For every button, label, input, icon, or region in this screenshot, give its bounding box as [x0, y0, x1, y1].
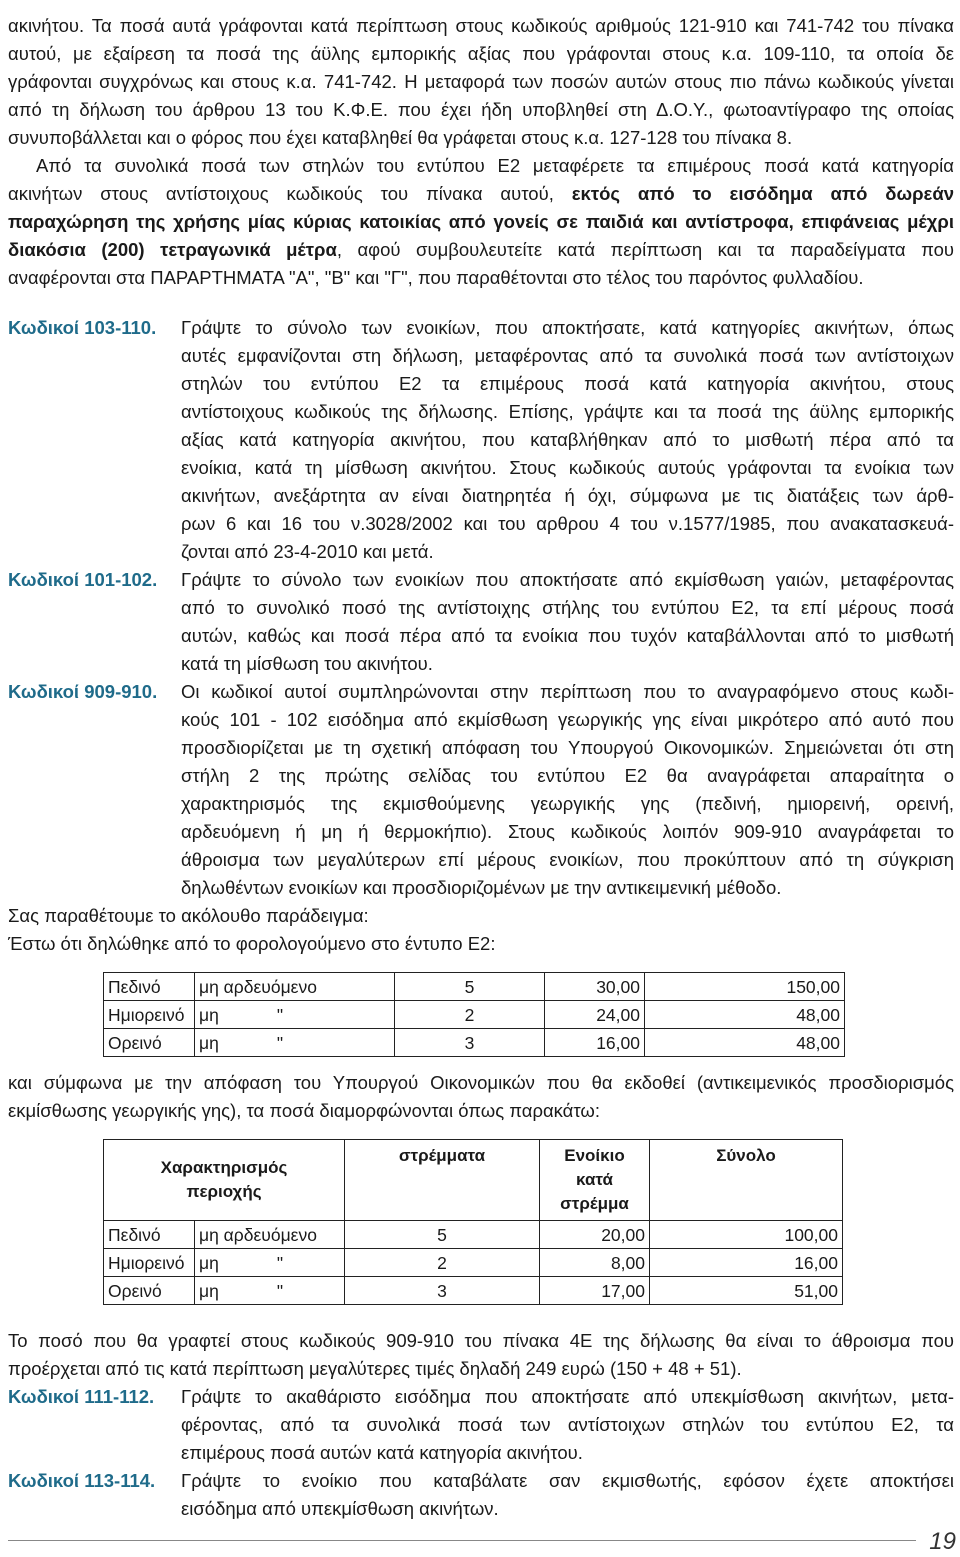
- table-cell: Πεδινό: [104, 1221, 195, 1249]
- code-line: Γράψτε το σύνολο των ενοικίων που αποκτήσατε από εκμίσθωση γαιών, μεταφέροντας: [181, 569, 954, 590]
- example-intro: [8, 902, 954, 958]
- table-cell: [195, 1277, 345, 1305]
- example-line: Έστω ότι δηλώθηκε από το φορολογούμενο στο έντυπο Ε2:: [8, 933, 496, 954]
- between-paragraph: [8, 1069, 954, 1125]
- code-line: προσδιορίζεται με τη σχετική απόφαση του Υπουργού Οικονομικών. Σημειώνεται ότι στη: [181, 737, 954, 758]
- code-label: Κωδικοί 111-112.: [8, 1386, 155, 1407]
- after-line: Το ποσό που θα γραφτεί στους κωδικούς 909-910 του πίνακα 4Ε της δήλωσης θα είναι το άθροισμα που: [8, 1330, 954, 1351]
- intro-line: ακινήτου. Τα ποσά αυτά γράφονται κατά περίπτωση στους κωδικούς αριθμούς 121-910 και 741-742 του πίνακα: [8, 15, 954, 36]
- table-cell: 17,00: [540, 1277, 650, 1305]
- cell-ditto: ": [276, 1280, 284, 1301]
- table-cell: 16,00: [650, 1249, 843, 1277]
- code-line: ακινήτων, ανεξάρτητα αν είναι διατηρητέα ή όχι, σύμφωνα με τις διατάξεις των άρθ-: [181, 485, 954, 506]
- cell-ditto: ": [276, 1252, 284, 1273]
- table-cell: 24,00: [545, 1001, 645, 1029]
- table-cell: [195, 1249, 345, 1277]
- code-line: κατά τη μίσθωση του ακινήτου.: [181, 653, 433, 674]
- code-line: ζονται από 23-4-2010 και μετά.: [181, 541, 434, 562]
- code-section-101-102: [8, 566, 954, 678]
- para-emphasis: εκτός από το εισόδημα από δωρεάν: [571, 183, 954, 204]
- code-section-103-110: [8, 314, 954, 566]
- para-emphasis: διακόσια (200) τετραγωνικά μέτρα: [8, 239, 337, 260]
- table-cell: Ορεινό: [104, 1029, 195, 1057]
- para-text: , αφού συμβουλευτείτε κατά περίπτωση και τα παραδείγματα που: [336, 239, 954, 260]
- table-cell: 150,00: [645, 973, 845, 1001]
- code-line: αντίστοιχους κωδικούς της δήλωσης. Επίσης, γράψτε και τα ποσά της άϋλης εμπορικής: [181, 401, 954, 422]
- code-line: εισόδημα από υπεκμίσθωση ακινήτων.: [181, 1498, 499, 1519]
- header-text: Χαρακτηρισμός: [160, 1158, 288, 1177]
- header-text: περιοχής: [186, 1182, 262, 1201]
- code-label: Κωδικοί 103-110.: [8, 317, 157, 338]
- table-cell: 48,00: [645, 1001, 845, 1029]
- header-text: Ενοίκιο: [564, 1146, 625, 1165]
- code-line: αυτές εμφανίζονται στη δήλωση, μεταφέροντας από τα συνολικά ποσά των αντίστοιχων: [181, 345, 954, 366]
- table-cell: Πεδινό: [104, 973, 195, 1001]
- code-label: Κωδικοί 113-114.: [8, 1470, 156, 1491]
- transfer-paragraph: [8, 152, 954, 292]
- table-cell: [195, 1001, 395, 1029]
- cell-text: μη: [199, 1004, 219, 1025]
- code-label: Κωδικοί 909-910.: [8, 681, 158, 702]
- para-line: [8, 236, 954, 264]
- table-row: [104, 1277, 843, 1305]
- between-line: εκμίσθωσης γεωργικής γης), τα ποσά διαμορφώνονται όπως παρακάτω:: [8, 1100, 601, 1121]
- code-line: Γράψτε το σύνολο των ενοικίων, που αποκτήσατε, κατά κατηγορίες ακινήτων, όπως: [181, 317, 954, 338]
- footer-rule: [8, 1540, 916, 1541]
- objective-rents-table: [103, 1139, 843, 1305]
- code-line: δηλωθέντων ενοικίων και προσδιοριζομένων με την αντικειμενική μέθοδο.: [181, 877, 782, 898]
- table-row: [104, 973, 845, 1001]
- between-line: και σύμφωνα με την απόφαση του Υπουργού Οικονομικών που θα εκδοθεί (αντικειμενικός προσδιορισμός: [8, 1072, 954, 1093]
- code-description: [181, 566, 954, 678]
- code-section-909-910: [8, 678, 954, 902]
- table-cell: μη αρδευόμενο: [195, 973, 395, 1001]
- table-cell: μη αρδευόμενο: [195, 1221, 345, 1249]
- example-line: Σας παραθέτουμε το ακόλουθο παράδειγμα:: [8, 905, 369, 926]
- intro-paragraph: [8, 12, 954, 152]
- code-line: στήλη 2 της πρώτης σελίδας του εντύπου Ε2 θα αναγράφεται απαραίτητα ο: [181, 765, 954, 786]
- cell-text: μη: [199, 1280, 219, 1301]
- header-text: κατά στρέμμα: [560, 1170, 629, 1213]
- after-line: προέρχεται από τις κατά περίπτωση μεγαλύτερες τιμές δηλαδή 249 ευρώ (150 + 48 + 51).: [8, 1358, 742, 1379]
- table-cell: 30,00: [545, 973, 645, 1001]
- header-total: Σύνολο: [650, 1140, 843, 1221]
- intro-line: από τη δήλωση του άρθρου 13 του Κ.Φ.Ε. που έχει ήδη υποβληθεί στη Δ.Ο.Υ., φωτοαντίγραφο της οποίας: [8, 99, 954, 120]
- table-row: [104, 1001, 845, 1029]
- code-line: κούς 101 - 102 εισόδημα από εκμίσθωση γεωργικής γης είναι μικρότερο από αυτό που: [181, 709, 954, 730]
- table-cell: 2: [345, 1249, 540, 1277]
- cell-text: μη: [199, 1252, 219, 1273]
- code-line: στηλών του εντύπου Ε2 τα επιμέρους ποσά κατά κατηγορία ακινήτου, στους: [181, 373, 954, 394]
- code-section-113-114: [8, 1467, 954, 1523]
- declared-rents-table: [103, 972, 845, 1057]
- intro-line: γράφονται συγχρόνως και στους κ.α. 741-742. Η μεταφορά των ποσών αυτών στους πιο πάνω κωδικούς γίνεται: [8, 71, 954, 92]
- table-cell: Ημιορεινό: [104, 1001, 195, 1029]
- document-page: [8, 0, 954, 1523]
- table-cell: [195, 1029, 395, 1057]
- cell-text: μη: [199, 1032, 219, 1053]
- code-line: άθροισμα των μεγαλύτερων επί μέρους ενοικίων, που προκύπτουν από τη σύγκριση: [181, 849, 954, 870]
- page-number: 19: [929, 1528, 956, 1555]
- table-cell: 3: [345, 1277, 540, 1305]
- code-description: [181, 1467, 954, 1523]
- code-line: ενοίκια, κατά τη μίσθωση ακινήτου. Στους κωδικούς αυτούς γράφονται τα ενοίκια των: [181, 457, 954, 478]
- table-cell: 5: [395, 973, 545, 1001]
- intro-line: συνυποβάλλεται και ο φόρος που έχει καταβληθεί θα γράφεται στους κ.α. 127-128 του πίνακα 8.: [8, 127, 793, 148]
- code-line: Οι κωδικοί αυτοί συμπληρώνονται στην περίπτωση που το αναγραφόμενο στους κωδι-: [181, 681, 954, 702]
- table-cell: Ημιορεινό: [104, 1249, 195, 1277]
- code-line: αξίας κατά κατηγορία ακινήτου, που καταβλήθηκαν από το μισθωτή πέρα από τα: [181, 429, 954, 450]
- code-section-111-112: [8, 1383, 954, 1467]
- table-cell: 48,00: [645, 1029, 845, 1057]
- table-cell: 3: [395, 1029, 545, 1057]
- cell-ditto: ": [276, 1004, 284, 1025]
- para-text: ακινήτων στους αντίστοιχους κωδικούς του πίνακα αυτού,: [8, 183, 554, 204]
- code-line: ρων 6 και 16 του ν.3028/2002 και του αρθρου 4 του ν.1577/1985, που ανακατασκευά-: [181, 513, 954, 534]
- header-stremmata: στρέμματα: [345, 1140, 540, 1221]
- code-description: [181, 314, 954, 566]
- intro-line: αυτού, με εξαίρεση τα ποσά της άϋλης εμπορικής αξίας που γράφονται στους κ.α. 109-110, τα οποία δε: [8, 43, 954, 64]
- code-line: Γράψτε το ενοίκιο που καταβάλατε σαν εκμισθωτής, εφόσον έχετε αποκτήσει: [181, 1470, 954, 1491]
- code-label: Κωδικοί 101-102.: [8, 569, 158, 590]
- table-row: [104, 1249, 843, 1277]
- cell-ditto: ": [276, 1032, 284, 1053]
- code-line: αρδευόμενη ή μη ή θερμοκήπιο). Στους κωδικούς λοιπόν 909-910 αναγράφεται το: [181, 821, 954, 842]
- code-line: αυτών, καθώς και ποσά πέρα από τα ενοίκια που τυχόν καταβάλλονται από το μισθωτή: [181, 625, 954, 646]
- code-line: επιμέρους ποσά αυτών κατά κατηγορία ακινήτου.: [181, 1442, 583, 1463]
- table-cell: Ορεινό: [104, 1277, 195, 1305]
- code-line: από το συνολικό ποσό της αντίστοιχης στήλης του εντύπου Ε2, τα επί μέρους ποσά: [181, 597, 954, 618]
- table-cell: 100,00: [650, 1221, 843, 1249]
- code-description: [181, 678, 954, 902]
- table-cell: 16,00: [545, 1029, 645, 1057]
- para-line: αναφέρονται στα ΠΑΡΑΡΤΗΜΑΤΑ "Α", "Β" και "Γ", που παραθέτονται στο τέλος του παρόντος φυλλαδίου.: [8, 267, 864, 288]
- para-line: [8, 180, 954, 208]
- table-cell: 2: [395, 1001, 545, 1029]
- table-header-row: [104, 1140, 843, 1221]
- code-description: [181, 1383, 954, 1467]
- after-paragraph: [8, 1327, 954, 1383]
- table-row: [104, 1221, 843, 1249]
- header-rent: [540, 1140, 650, 1221]
- table-cell: 5: [345, 1221, 540, 1249]
- para-emphasis-line: παραχώρηση της χρήσης μίας κύριας κατοικίας από γονείς σε παιδιά και αντίστροφα, επιφάνειας μέχρι: [8, 211, 954, 232]
- code-line: Γράψτε το ακαθάριστο εισόδημα που αποκτήσατε από υπεκμίσθωση ακινήτων, μετα-: [181, 1386, 954, 1407]
- table-cell: 8,00: [540, 1249, 650, 1277]
- code-line: φέροντας, από τα συνολικά ποσά των αντίστοιχων στηλών του εντύπου Ε2, τα: [181, 1414, 954, 1435]
- header-area: [104, 1140, 345, 1221]
- table-cell: 20,00: [540, 1221, 650, 1249]
- code-line: χαρακτηρισμός της εκμισθούμενης γεωργικής γης (πεδινή, ημιορεινή, ορεινή,: [181, 793, 954, 814]
- table-cell: 51,00: [650, 1277, 843, 1305]
- para-line: Από τα συνολικά ποσά των στηλών του εντύπου Ε2 μεταφέρετε τα επιμέρους ποσά κατά κατηγορία: [36, 155, 954, 176]
- table-row: [104, 1029, 845, 1057]
